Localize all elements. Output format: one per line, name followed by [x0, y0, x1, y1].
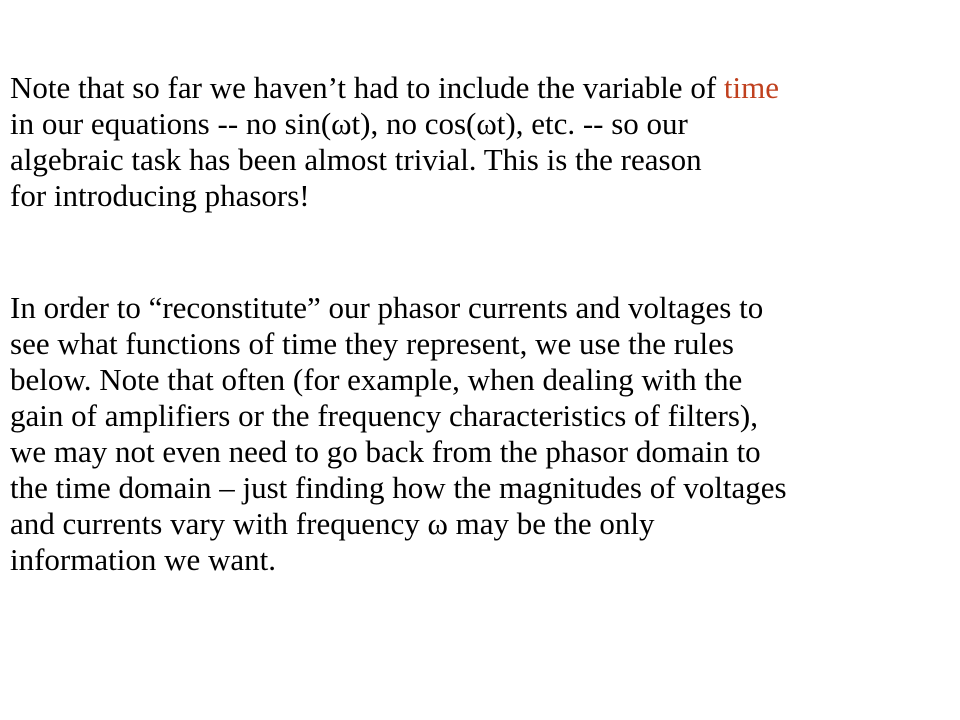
- text-line: in our equations -- no sin(ωt), no cos(ωt), etc. -- so our: [10, 106, 688, 141]
- text-line: [10, 70, 950, 106]
- text-line: see what functions of time they represent, we use the rules: [10, 326, 734, 361]
- text-line: for introducing phasors!: [10, 178, 310, 213]
- text-line: below. Note that often (for example, when dealing with the: [10, 362, 743, 397]
- highlighted-word-time: time: [723, 70, 780, 105]
- paragraph-phasor-motivation: [10, 70, 950, 214]
- text-line: information we want.: [10, 542, 277, 577]
- text-line: and currents vary with frequency ω may be the only: [10, 506, 655, 541]
- text-line: In order to “reconstitute” our phasor currents and voltages to: [10, 290, 764, 325]
- text-line: the time domain – just finding how the magnitudes of voltages: [10, 470, 787, 505]
- text-line-segment: Note that so far we haven’t had to include the variable of: [10, 70, 724, 105]
- paragraph-reconstitute: [10, 290, 950, 578]
- text-line: algebraic task has been almost trivial. This is the reason: [10, 142, 702, 177]
- text-line: we may not even need to go back from the phasor domain to: [10, 434, 761, 469]
- text-line: gain of amplifiers or the frequency characteristics of filters),: [10, 398, 758, 433]
